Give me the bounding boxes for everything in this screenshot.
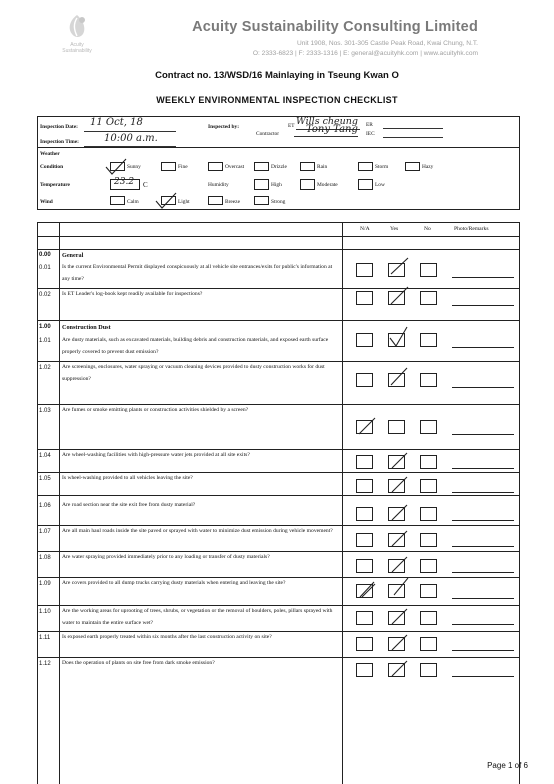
yes-tick-icon [388, 632, 410, 654]
humidity-high-label: High [271, 182, 282, 188]
no-checkbox[interactable] [420, 263, 437, 277]
humidity-moderate-label: Moderate [317, 182, 338, 188]
item-question: Are wheel-washing facilities with high-pressure water jets provided at all site exits? [62, 452, 250, 458]
wind-strong-label: Strong [271, 199, 286, 205]
na-checkbox[interactable] [356, 291, 373, 305]
item-question: Are dusty materials, such as excavated materials, building debris and construction materials, and exposed earth surface properly covered to prevent dust emission? [62, 337, 329, 355]
item-question: Does the operation of plants on site free from dark smoke emission? [62, 660, 215, 666]
remarks-field[interactable] [452, 305, 514, 306]
overcast-checkbox[interactable] [208, 162, 223, 171]
item-number: 0.01 [39, 265, 51, 271]
item-question: Are road section near the site exit free from dusty material? [62, 502, 196, 508]
no-checkbox[interactable] [420, 291, 437, 305]
contract-title: Contract no. 13/WSD/16 Mainlaying in Tseung Kwan O [155, 70, 399, 81]
yes-checkbox[interactable] [388, 420, 405, 434]
iec-label: IEC [366, 131, 375, 137]
na-checkbox[interactable] [356, 533, 373, 547]
item-number: 1.04 [39, 453, 51, 459]
humidity-low-label: Low [375, 182, 385, 188]
item-question: Are all main haul roads inside the site paved or sprayed with water to minimize dust emission during vehicle movement? [62, 528, 333, 534]
no-checkbox[interactable] [420, 373, 437, 387]
item-number: 1.08 [39, 555, 51, 561]
item-number: 1.12 [39, 661, 51, 667]
weather-label: Weather [40, 151, 60, 157]
company-address: Unit 1908, Nos. 301-305 Castle Peak Road, Kwai Chung, N.T. [296, 40, 478, 47]
yes-tick-icon [388, 256, 410, 278]
yes-tick-icon [390, 575, 412, 597]
temperature-value: 23.2 [114, 177, 135, 187]
item-number: 1.02 [39, 365, 51, 371]
wind-breeze-checkbox[interactable] [208, 196, 223, 205]
humidity-high-checkbox[interactable] [254, 179, 269, 190]
checklist-title: WEEKLY ENVIRONMENTAL INSPECTION CHECKLIST [156, 95, 398, 105]
yes-tick-icon [388, 502, 410, 524]
er-label: ER [366, 122, 373, 128]
yes-tick-icon [388, 365, 410, 389]
remarks-field[interactable] [452, 434, 514, 435]
na-checkbox[interactable] [356, 455, 373, 469]
no-checkbox[interactable] [420, 559, 437, 573]
item-question: Are screenings, enclosures, water spraying or vacuum cleaning devices provided to dusty construction works for dust suppression? [62, 364, 325, 382]
rain-option-label: Rain [317, 164, 328, 170]
remarks-field[interactable] [452, 676, 514, 677]
yes-tick-icon [388, 474, 410, 496]
inspection-date-value[interactable]: 11 Oct, 18 [90, 117, 143, 128]
logo-text-2: Sustainability [62, 48, 92, 54]
remarks-field[interactable] [452, 387, 514, 388]
drizzle-option-label: Drizzle [271, 164, 287, 170]
item-number: 1.10 [39, 609, 51, 615]
company-contact: O: 2333-6823 | F: 2333-1316 | E: general@acuityhk.com | www.acuityhk.com [252, 50, 478, 57]
yes-tick-icon [388, 658, 410, 680]
remarks-field[interactable] [452, 572, 514, 573]
drizzle-checkbox[interactable] [254, 162, 269, 171]
wind-strong-checkbox[interactable] [254, 196, 269, 205]
company-name: Acuity Sustainability Consulting Limited [192, 19, 478, 35]
no-checkbox[interactable] [420, 507, 437, 521]
inspected-by-label: Inspected by: [208, 124, 239, 130]
item-number: 1.05 [39, 476, 51, 482]
col-yes-header: Yes [390, 226, 399, 232]
storm-checkbox[interactable] [358, 162, 373, 171]
humidity-low-checkbox[interactable] [358, 179, 373, 190]
inspection-time-label: Inspection Time: [40, 139, 79, 145]
item-question: Is the current Environmental Permit displayed conspicuously at all vehicle site entrances/exits for public's information at any time? [62, 264, 333, 282]
et-label: ET [288, 123, 295, 129]
na-tick-icon [356, 579, 378, 601]
no-checkbox[interactable] [420, 663, 437, 677]
yes-tick-icon [388, 450, 410, 472]
section-number: 0.00 [39, 252, 51, 258]
wind-label: Wind [40, 199, 53, 205]
leaf-logo-icon [63, 12, 91, 42]
na-checkbox[interactable] [356, 611, 373, 625]
remarks-field[interactable] [452, 598, 514, 599]
inspection-time-value[interactable]: 10:00 a.m. [104, 133, 158, 144]
section-title-construction-dust: Construction Dust [62, 324, 111, 331]
hazy-checkbox[interactable] [405, 162, 420, 171]
humidity-moderate-checkbox[interactable] [300, 179, 315, 190]
no-checkbox[interactable] [420, 584, 437, 598]
item-question: Is ET Leader's log-book kept readily available for inspections? [62, 291, 203, 297]
overcast-option-label: Overcast [225, 164, 245, 170]
checklist-table [37, 222, 520, 784]
yes-tick-icon [388, 285, 410, 307]
item-number: 1.06 [39, 503, 51, 509]
na-checkbox[interactable] [356, 479, 373, 493]
rain-checkbox[interactable] [300, 162, 315, 171]
page-number: Page 1 of 6 [487, 761, 528, 770]
hazy-option-label: Hazy [422, 164, 434, 170]
storm-option-label: Storm [375, 164, 389, 170]
section-title-general: General [62, 252, 84, 259]
item-question: Is exposed earth properly treated within six months after the last construction activity on site? [62, 634, 272, 640]
yes-tick-icon [388, 528, 410, 550]
item-number: 1.07 [39, 529, 51, 535]
item-question: Is wheel-washing provided to all vehicles leaving the site? [62, 475, 193, 481]
sunny-check-mark-icon [104, 158, 128, 176]
site-conditions-box [37, 148, 520, 210]
remarks-field[interactable] [452, 650, 514, 651]
humidity-label: Humidity [208, 182, 229, 188]
na-checkbox[interactable] [356, 263, 373, 277]
wind-breeze-label: Breeze [225, 199, 240, 205]
item-number: 1.11 [39, 635, 51, 641]
yes-tick-icon [388, 325, 410, 349]
item-number: 1.01 [39, 338, 51, 344]
inspection-date-label: Inspection Date: [40, 124, 78, 130]
contractor-label: Contractor [256, 131, 280, 137]
logo-text-1: Acuity [70, 42, 84, 48]
col-no-header: No [424, 226, 431, 232]
no-checkbox[interactable] [420, 479, 437, 493]
inspection-info-box [37, 116, 520, 148]
no-checkbox[interactable] [420, 611, 437, 625]
na-tick-icon [356, 415, 378, 437]
remarks-field[interactable] [452, 347, 514, 348]
col-remarks-header: Photo/Remarks [454, 226, 489, 232]
company-logo [52, 12, 102, 66]
no-checkbox[interactable] [420, 533, 437, 547]
light-check-mark-icon [154, 192, 178, 210]
na-checkbox[interactable] [356, 559, 373, 573]
et-value[interactable]: Wills cheung [296, 116, 358, 127]
remarks-field[interactable] [452, 624, 514, 625]
na-checkbox[interactable] [356, 637, 373, 651]
na-checkbox[interactable] [356, 373, 373, 387]
fine-option-label: Fine [178, 164, 188, 170]
item-question: Are the working areas for uprooting of trees, shrubs, or vegetation or the removal of boulders, poles, pillars sprayed with water to maintain the entire surface wet? [62, 608, 333, 626]
remarks-field[interactable] [452, 546, 514, 547]
na-checkbox[interactable] [356, 663, 373, 677]
wind-calm-checkbox[interactable] [110, 196, 125, 205]
item-question: Are fumes or smoke emitting plants or construction activities shielded by a screen? [62, 407, 249, 413]
item-number: 1.03 [39, 408, 51, 414]
remarks-field[interactable] [452, 492, 514, 493]
item-question: Are covers provided to all dump trucks carrying dusty materials when entering and leaving the site? [62, 580, 286, 586]
wind-calm-label: Calm [127, 199, 139, 205]
item-number: 1.09 [39, 581, 51, 587]
remarks-field[interactable] [452, 468, 514, 469]
no-checkbox[interactable] [420, 455, 437, 469]
remarks-field[interactable] [452, 277, 514, 278]
item-number: 0.02 [39, 292, 51, 298]
yes-tick-icon [388, 606, 410, 628]
col-na-header: N/A [360, 226, 370, 232]
na-checkbox[interactable] [356, 507, 373, 521]
company-block [192, 19, 478, 59]
fine-checkbox[interactable] [161, 162, 176, 171]
no-checkbox[interactable] [420, 637, 437, 651]
no-checkbox[interactable] [420, 420, 437, 434]
yes-tick-icon [388, 554, 410, 576]
sunny-option-label: Sunny [127, 164, 141, 170]
wind-light-label: Light [178, 199, 190, 205]
item-question: Are water spraying provided immediately prior to any loading or transfer of dusty materials? [62, 554, 270, 560]
contractor-value[interactable]: Tony Tang [306, 124, 358, 135]
na-checkbox[interactable] [356, 333, 373, 347]
no-checkbox[interactable] [420, 333, 437, 347]
condition-label: Condition [40, 164, 64, 170]
section-number: 1.00 [39, 324, 51, 330]
remarks-field[interactable] [452, 520, 514, 521]
temperature-unit: C [143, 181, 148, 189]
temperature-label: Temperature [40, 182, 70, 188]
